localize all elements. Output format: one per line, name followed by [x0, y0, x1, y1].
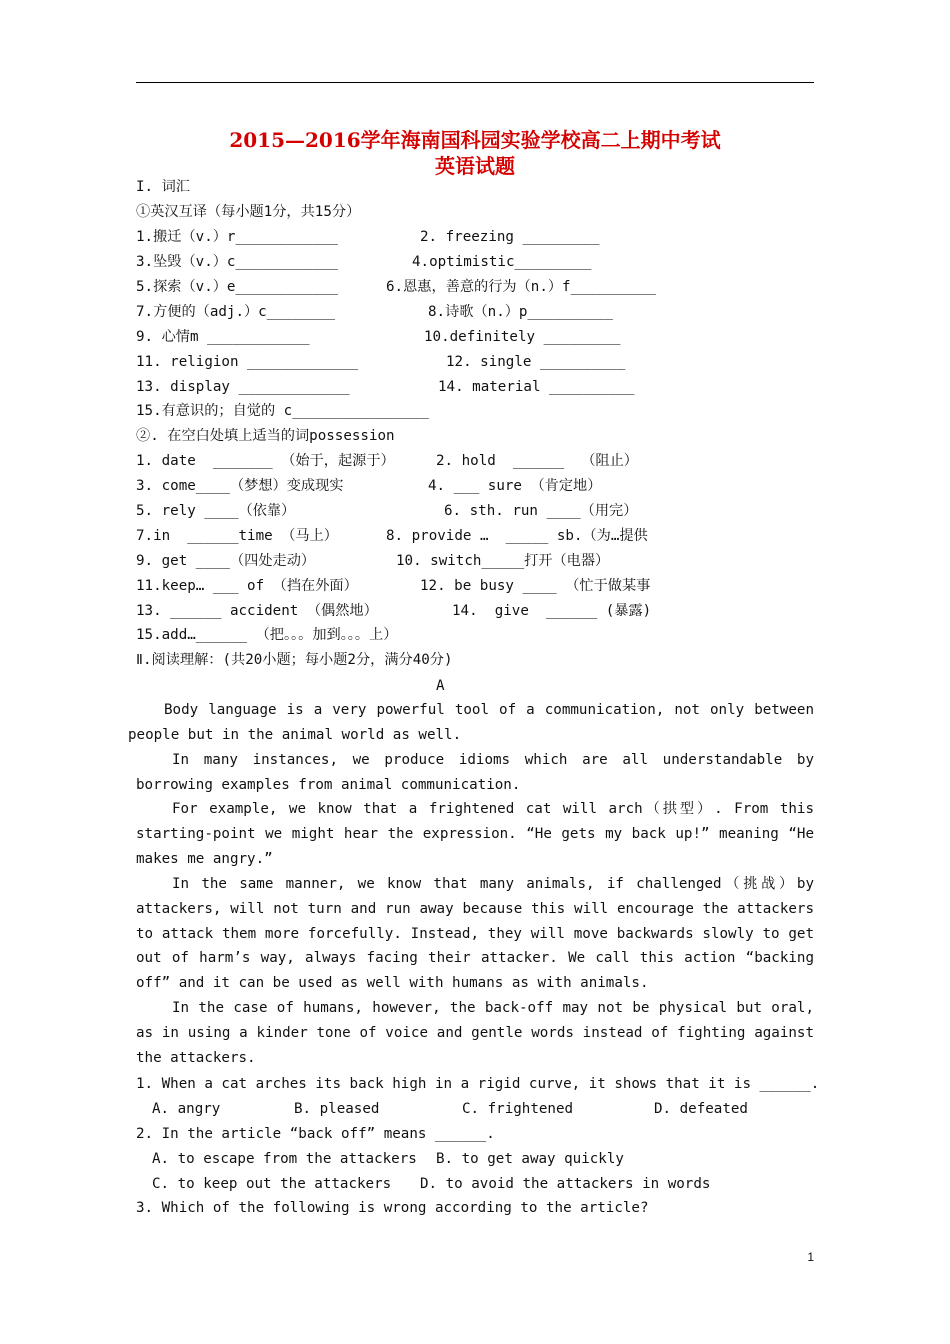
- vocab-item: 11. religion _____________: [136, 354, 359, 370]
- vocab-item: 1.搬迁（v.）r____________: [136, 229, 338, 245]
- vocab-item: 5.探索（v.）e____________: [136, 279, 338, 295]
- phrase-item: 13. ______ accident （偶然地）: [136, 603, 378, 619]
- phrase-item: 8. provide … _____ sb.（为…提供: [386, 528, 648, 544]
- phrase-item: 2. hold ______ （阻止）: [436, 453, 638, 469]
- question-option: B. pleased: [294, 1101, 380, 1117]
- vocab-item: 9. 心情m ____________: [136, 329, 310, 345]
- phrase-item: 4. ___ sure （肯定地）: [428, 478, 602, 494]
- phrase-item: 1. date _______ （始于，起源于）: [136, 453, 395, 469]
- vocab-item: 4.optimistic_________: [412, 254, 592, 270]
- vocab-item: 13. display _____________: [136, 379, 350, 395]
- part-2-heading: ②. 在空白处填上适当的词possession: [136, 428, 395, 444]
- phrase-item: 15.add…______ （把。。。加到。。。上）: [136, 627, 398, 643]
- passage-paragraph: For example, we know that a frightened cat will arch（拱型）. From this starting-point we might hear the expression. “He gets my back up!” meaning “He makes me angry.”: [136, 801, 814, 867]
- vocab-item: 7.方便的（adj.）c________: [136, 304, 336, 320]
- question-option: D. defeated: [654, 1101, 748, 1117]
- phrase-item: 11.keep… ___ of （挡在外面）: [136, 578, 358, 594]
- vocab-item: 10.definitely _________: [424, 329, 621, 345]
- vocab-item: 14. material __________: [438, 379, 635, 395]
- question-stem: 1. When a cat arches its back high in a rigid curve, it shows that it is ______.: [136, 1076, 820, 1092]
- question-option: A. to escape from the attackers: [152, 1151, 417, 1167]
- phrase-item: 6. sth. run ____（用完）: [444, 503, 638, 519]
- exam-title: 2015—2016学年海南国科园实验学校高二上期中考试: [229, 128, 721, 152]
- exam-subtitle: 英语试题: [435, 154, 515, 178]
- vocab-item: 6.恩惠，善意的行为（n.）f__________: [386, 279, 656, 295]
- page-number: 1: [807, 1250, 814, 1264]
- question-option: B. to get away quickly: [436, 1151, 624, 1167]
- passage-paragraph: In the case of humans, however, the back-off may not be physical but oral, as in using a kinder tone of voice and gentle words instead of fighting against the attackers.: [136, 1000, 814, 1066]
- phrase-item: 10. switch_____打开（电器）: [396, 553, 610, 569]
- vocab-item: 15.有意识的；自觉的 c________________: [136, 403, 429, 419]
- vocab-item: 2. freezing _________: [420, 229, 600, 245]
- phrase-item: 9. get ____（四处走动）: [136, 553, 316, 569]
- vocab-item: 12. single __________: [446, 354, 626, 370]
- question-stem: 3. Which of the following is wrong according to the article?: [136, 1200, 649, 1216]
- phrase-item: 5. rely ____（依靠）: [136, 503, 296, 519]
- phrase-item: 12. be busy ____ （忙于做某事: [420, 578, 651, 594]
- passage-paragraph: In the same manner, we know that many animals, if challenged（挑战）by attackers, will not turn and run away because this will encourage the attackers to attack them more forcefully. Instead, they will move backwards slowly to get out of harm’s way, always facing their attacker. We call this action “backing off” and it can be used as well with humans as with animals.: [136, 876, 814, 992]
- passage-paragraph: Body language is a very powerful tool of a communication, not only between people but in the animal world as well.: [128, 702, 814, 743]
- passage-paragraph: In many instances, we produce idioms which are all understandable by borrowing examples from animal communication.: [136, 752, 814, 793]
- phrase-item: 7.in ______time （马上）: [136, 528, 338, 544]
- phrase-item: 3. come____（梦想）变成现实: [136, 478, 344, 494]
- part-1-heading: ①英汉互译（每小题1分，共15分）: [136, 204, 361, 220]
- question-option: C. frightened: [462, 1101, 574, 1117]
- question-option: C. to keep out the attackers: [152, 1176, 392, 1192]
- question-option: A. angry: [152, 1101, 221, 1117]
- passage-label: A: [436, 678, 445, 694]
- section-1-heading: I. 词汇: [136, 179, 190, 195]
- vocab-item: 8.诗歌（n.）p__________: [428, 304, 613, 320]
- section-2-heading: Ⅱ.阅读理解：(共20小题；每小题2分，满分40分): [136, 652, 453, 668]
- question-stem: 2. In the article “back off” means ______.: [136, 1126, 495, 1142]
- header-rule: [136, 82, 814, 83]
- phrase-item: 14. give ______ (暴露): [452, 603, 652, 619]
- vocab-item: 3.坠毁（v.）c____________: [136, 254, 338, 270]
- question-option: D. to avoid the attackers in words: [420, 1176, 711, 1192]
